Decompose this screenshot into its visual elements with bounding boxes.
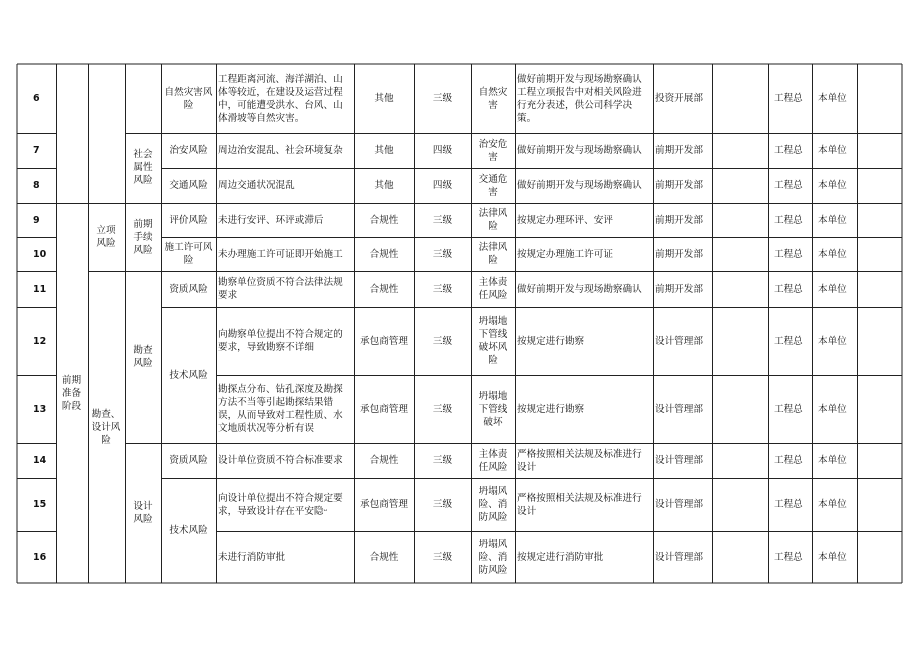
cell-risk-row-10: 施工许可风险 [164, 242, 213, 266]
cell-cause-row-10: 法律风险 [478, 242, 508, 266]
cell-leader-row-10: 工程总 [774, 248, 803, 260]
cell-cause-row-15: 坍塌风险、消防风险 [478, 486, 508, 523]
cell-risk-row-11: 资质风险 [169, 283, 208, 295]
cell-level-row-11: 三级 [432, 283, 453, 295]
cell-desc-row-15: 向设计单位提出不符合规定要求，导致设计存在平安隐ᵕ [218, 492, 343, 517]
cell-phase: 前期准备阶段 [61, 374, 82, 412]
cell-level-row-14: 三级 [432, 455, 453, 466]
cell-cause-row-6: 自然灾害 [478, 86, 508, 111]
cell-dept-row-6: 投资开展部 [655, 93, 703, 104]
cell-desc-row-11: 勘察单位资质不符合法律法规要求 [218, 277, 343, 301]
cell-type-row-12: 承包商管理 [360, 335, 408, 347]
cell-measure-row-7: 做好前期开发与现场勘察确认 [517, 145, 642, 156]
cell-no-row-16: 16 [33, 551, 47, 563]
cell-dept-row-10: 前期开发部 [655, 248, 703, 260]
cell-cause-row-12: 坍塌地下管线破坏风险 [478, 316, 508, 366]
cell-unit-row-6: 本单位 [818, 93, 847, 104]
cell-dept-row-15: 设计管理部 [655, 499, 703, 510]
cell-leader-row-9: 工程总 [774, 214, 803, 226]
cell-leader-row-8: 工程总 [774, 180, 803, 191]
cell-type-row-10: 合规性 [369, 248, 399, 260]
cell-desc-row-12: 向勘察单位提出不符合规定的要求，导致勘察不详细 [218, 329, 343, 353]
cell-dept-row-7: 前期开发部 [655, 145, 703, 156]
cell-type-row-13: 承包商管理 [360, 403, 408, 415]
cell-desc-row-9: 未进行安评、环评或滞后 [218, 214, 324, 226]
cell-kancha-sheji: 勘查、设计风险 [91, 408, 121, 446]
cell-no-row-13: 13 [33, 403, 47, 415]
cell-unit-row-14: 本单位 [818, 455, 847, 466]
cell-unit-row-10: 本单位 [818, 248, 847, 260]
cell-measure-row-14: 严格按照相关法规及标准进行设计 [517, 448, 642, 473]
cell-leader-row-15: 工程总 [774, 499, 803, 510]
cell-dept-row-12: 设计管理部 [655, 335, 703, 347]
cell-no-row-7: 7 [33, 145, 40, 156]
cell-unit-row-9: 本单位 [818, 214, 847, 226]
cell-cause-row-13: 坍塌地下管线破坏 [478, 390, 508, 428]
cell-desc-row-14: 设计单位资质不符合标准要求 [218, 455, 343, 466]
cell-kancha: 勘查风险 [133, 345, 153, 369]
cell-leader-row-7: 工程总 [774, 145, 803, 156]
cell-type-row-15: 承包商管理 [360, 499, 408, 510]
cell-type-row-7: 其他 [374, 145, 394, 156]
cell-dept-row-16: 设计管理部 [655, 551, 703, 563]
cell-desc-row-6: 工程距离河流、海洋湖泊、山体等较近，在建设及运营过程中，可能遭受洪水、台风、山体滑坡等自然灾害。 [218, 73, 343, 124]
cell-jishu-kancha: 技术风险 [169, 369, 208, 381]
cell-type-row-9: 合规性 [369, 214, 399, 226]
cell-dept-row-14: 设计管理部 [655, 455, 703, 466]
cell-measure-row-13: 按规定进行勘察 [517, 403, 585, 415]
cell-measure-row-8: 做好前期开发与现场勘察确认 [517, 180, 642, 191]
cell-measure-row-9: 按规定办理环评、安评 [517, 214, 613, 226]
cell-risk-row-14: 资质风险 [169, 455, 208, 466]
cell-leader-row-16: 工程总 [774, 551, 803, 563]
cell-level-row-13: 三级 [432, 403, 453, 415]
cell-type-row-16: 合规性 [369, 551, 399, 563]
cell-level-row-16: 三级 [432, 551, 453, 563]
cell-risk-row-7: 治安风险 [169, 145, 208, 156]
cell-no-row-11: 11 [33, 283, 47, 295]
cell-cause-row-14: 主体责任风险 [478, 448, 508, 473]
cell-no-row-12: 12 [33, 335, 47, 347]
cell-unit-row-12: 本单位 [818, 335, 847, 347]
cell-shehui: 社会属性风险 [133, 148, 153, 186]
cell-type-row-14: 合规性 [369, 455, 399, 466]
cell-risk-row-6: 自然灾害风险 [164, 86, 213, 111]
cell-unit-row-11: 本单位 [818, 283, 847, 295]
cell-desc-row-13: 勘探点分布、钻孔深度及勘探方法不当等引起勘探结果错误，从而导致对工程性质、水文地质状况等分析有误 [218, 384, 343, 434]
cell-unit-row-15: 本单位 [818, 499, 847, 510]
cell-unit-row-13: 本单位 [818, 403, 847, 415]
cell-unit-row-16: 本单位 [818, 551, 847, 563]
cell-cause-row-16: 坍塌风险、消防风险 [478, 538, 508, 576]
cell-sheji: 设计风险 [133, 501, 153, 525]
cell-level-row-15: 三级 [432, 499, 453, 510]
cell-leader-row-13: 工程总 [774, 403, 803, 415]
cell-no-row-14: 14 [33, 455, 47, 466]
cell-no-row-9: 9 [33, 214, 40, 226]
cell-risk-row-9: 评价风险 [169, 214, 208, 226]
cell-cause-row-11: 主体责任风险 [478, 277, 508, 301]
cell-dept-row-11: 前期开发部 [655, 283, 703, 295]
cell-unit-row-7: 本单位 [818, 145, 847, 156]
cell-level-row-8: 四级 [432, 180, 453, 191]
cell-measure-row-10: 按规定办理施工许可证 [517, 248, 613, 260]
cell-type-row-11: 合规性 [369, 283, 399, 295]
cell-cause-row-8: 交通危害 [478, 173, 508, 198]
cell-dept-row-13: 设计管理部 [655, 403, 703, 415]
cell-measure-row-6: 做好前期开发与现场勘察确认工程立项报告中对相关风险进行充分表述，供公司科学决策。 [517, 73, 642, 124]
cell-lixiang: 立项风险 [96, 225, 116, 249]
cell-desc-row-16: 未进行消防审批 [218, 551, 286, 563]
cell-leader-row-6: 工程总 [774, 93, 803, 104]
cell-measure-row-16: 按规定进行消防审批 [517, 551, 604, 563]
cell-no-row-15: 15 [33, 499, 47, 510]
cell-measure-row-11: 做好前期开发与现场勘察确认 [517, 283, 642, 295]
cell-level-row-7: 四级 [432, 145, 453, 156]
cell-qianqi: 前期手续风险 [133, 218, 153, 256]
cell-dept-row-8: 前期开发部 [655, 180, 703, 191]
cell-no-row-10: 10 [33, 248, 47, 260]
cell-leader-row-14: 工程总 [774, 455, 803, 466]
cell-desc-row-7: 周边治安混乱、社会环境复杂 [218, 145, 343, 156]
cell-no-row-8: 8 [33, 180, 40, 191]
cell-type-row-8: 其他 [374, 180, 394, 191]
cell-level-row-10: 三级 [432, 248, 453, 260]
cell-no-row-6: 6 [33, 93, 40, 104]
cell-leader-row-11: 工程总 [774, 283, 803, 295]
cell-measure-row-15: 严格按照相关法规及标准进行设计 [517, 492, 642, 517]
cell-desc-row-10: 未办理施工许可证即开始施工 [218, 248, 343, 260]
cell-desc-row-8: 周边交通状况混乱 [218, 180, 295, 191]
cell-cause-row-9: 法律风险 [478, 208, 508, 232]
cell-level-row-12: 三级 [432, 335, 453, 347]
cell-level-row-6: 三级 [432, 93, 453, 104]
cell-cause-row-7: 治安危害 [478, 138, 508, 163]
cell-leader-row-12: 工程总 [774, 335, 803, 347]
cell-level-row-9: 三级 [432, 214, 453, 226]
cell-unit-row-8: 本单位 [818, 180, 847, 191]
cell-risk-row-8: 交通风险 [169, 180, 208, 191]
cell-jishu-sheji: 技术风险 [169, 525, 208, 536]
cell-measure-row-12: 按规定进行勘察 [517, 335, 585, 347]
cell-dept-row-9: 前期开发部 [655, 214, 703, 226]
cell-type-row-6: 其他 [374, 93, 394, 104]
